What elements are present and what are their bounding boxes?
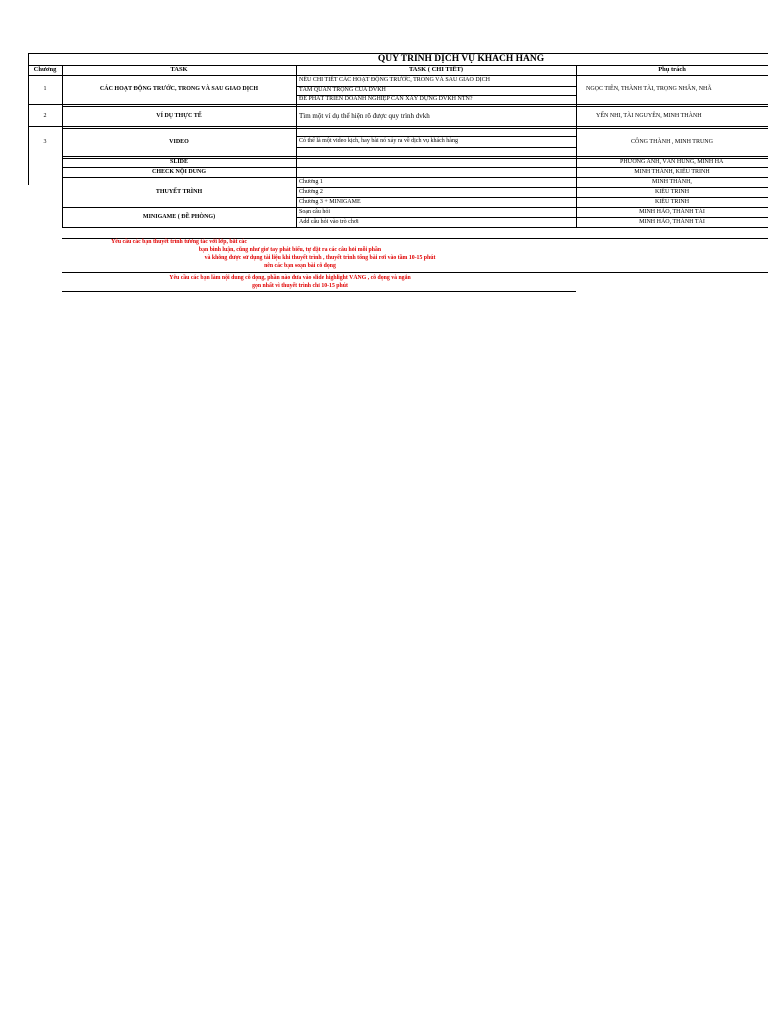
grid-line [62,272,768,273]
task-owner: NGỌC TIÊN, THÀNH TÀI, TRỌNG NHÂN, NHÃ [586,86,712,92]
grid-line [62,156,768,157]
grid-line [62,227,768,228]
chapter-number: 3 [43,139,47,145]
task-detail: Soạn câu hỏi [299,209,330,215]
task-detail: TẦM QUAN TRỌNG CỦA DVKH [299,87,386,93]
task-name: VIDEO [169,139,189,145]
task-owner: KIỀU TRINH [654,189,690,195]
note-line: Yêu cầu các bạn làm nội dung cô đọng, phần nào đưa vào slide highlight VÀNG , cô đọng và ngắn [169,275,411,281]
task-detail: Chương 1 [299,179,323,185]
sheet-title: QUY TRÌNH DỊCH VỤ KHÁCH HÀNG [377,54,545,64]
grid-line [296,147,576,148]
task-name: CÁC HOẠT ĐỘNG TRƯỚC, TRONG VÀ SAU GIAO DỊCH [99,86,259,92]
header-owner: Phụ trách [658,66,686,73]
grid-line [28,126,768,127]
note-line: bạn bình luận, cũng như giơ tay phát biểu, tự đặt ra các câu hỏi mỗi phần [198,247,382,253]
task-detail: Có thể là một video kịch, hay bài nó xảy ra về dịch vụ khách hàng [299,138,458,144]
task-owner: CÔNG THÀNH , MINH TRUNG [631,139,713,145]
spreadsheet [0,0,768,300]
task-detail: NÊU CHI TIẾT CÁC HOẠT ĐỘNG TRƯỚC, TRONG VÀ SAU GIAO DỊCH [299,77,490,83]
task-detail: Chương 3 + MINIGAME [299,199,361,205]
task-owner: MINH HẢO, THÀNH TÀI [639,219,705,225]
task-name: CHECK NỘI DUNG [151,169,206,175]
task-name: THUYẾT TRÌNH [155,189,203,195]
task-owner: YẾN NHI, TÀI NGUYÊN, MINH THÀNH [596,113,702,119]
task-name: SLIDE [169,159,188,165]
task-detail: Tìm một ví dụ thể hiện rõ được quy trình dvkh [299,112,430,120]
task-detail: ĐỂ PHÁT TRIỂN DOANH NGHIỆP CẦN XÂY DỰNG DVKH NTN? [299,96,473,102]
note-line: gọn nhất vì thuyết trình chỉ 10-15 phút [252,283,348,289]
note-line: nên các bạn soạn bài cô đọng [264,263,336,269]
chapter-number: 2 [43,113,47,119]
task-owner: MINH THÀNH, [652,179,692,185]
task-detail: Chương 2 [299,189,323,195]
task-owner: MINH THÀNH, KIỀU TRINH [634,169,710,175]
chapter-number: 1 [43,86,47,92]
task-owner: PHƯƠNG ANH, VĂN HÙNG, MINH HẢ [620,159,724,165]
grid-line [296,65,297,227]
header-task: TASK [170,66,188,73]
task-name: MINIGAME ( ĐỀ PHÒNG) [142,214,216,220]
grid-line [62,291,576,292]
grid-line [28,104,768,105]
task-detail: Add câu hỏi vào trò chơi [299,219,359,225]
note-line: và không được sử dụng tài liệu khi thuyết trình , thuyết trình tổng bài rơi vào tầm 10-15 phút [204,255,436,261]
task-owner: KIỀU TRINH [654,199,690,205]
header-task-detail: TASK ( CHI TIẾT) [408,66,464,73]
task-name: VÍ DỤ THỰC TẾ [156,113,202,119]
task-owner: MINH HẢO, THÀNH TÀI [639,209,705,215]
header-chapter: Chương [33,66,57,73]
note-line: Yêu cầu các bạn thuyết trình tương tác với lớp, bắt các [111,239,247,245]
